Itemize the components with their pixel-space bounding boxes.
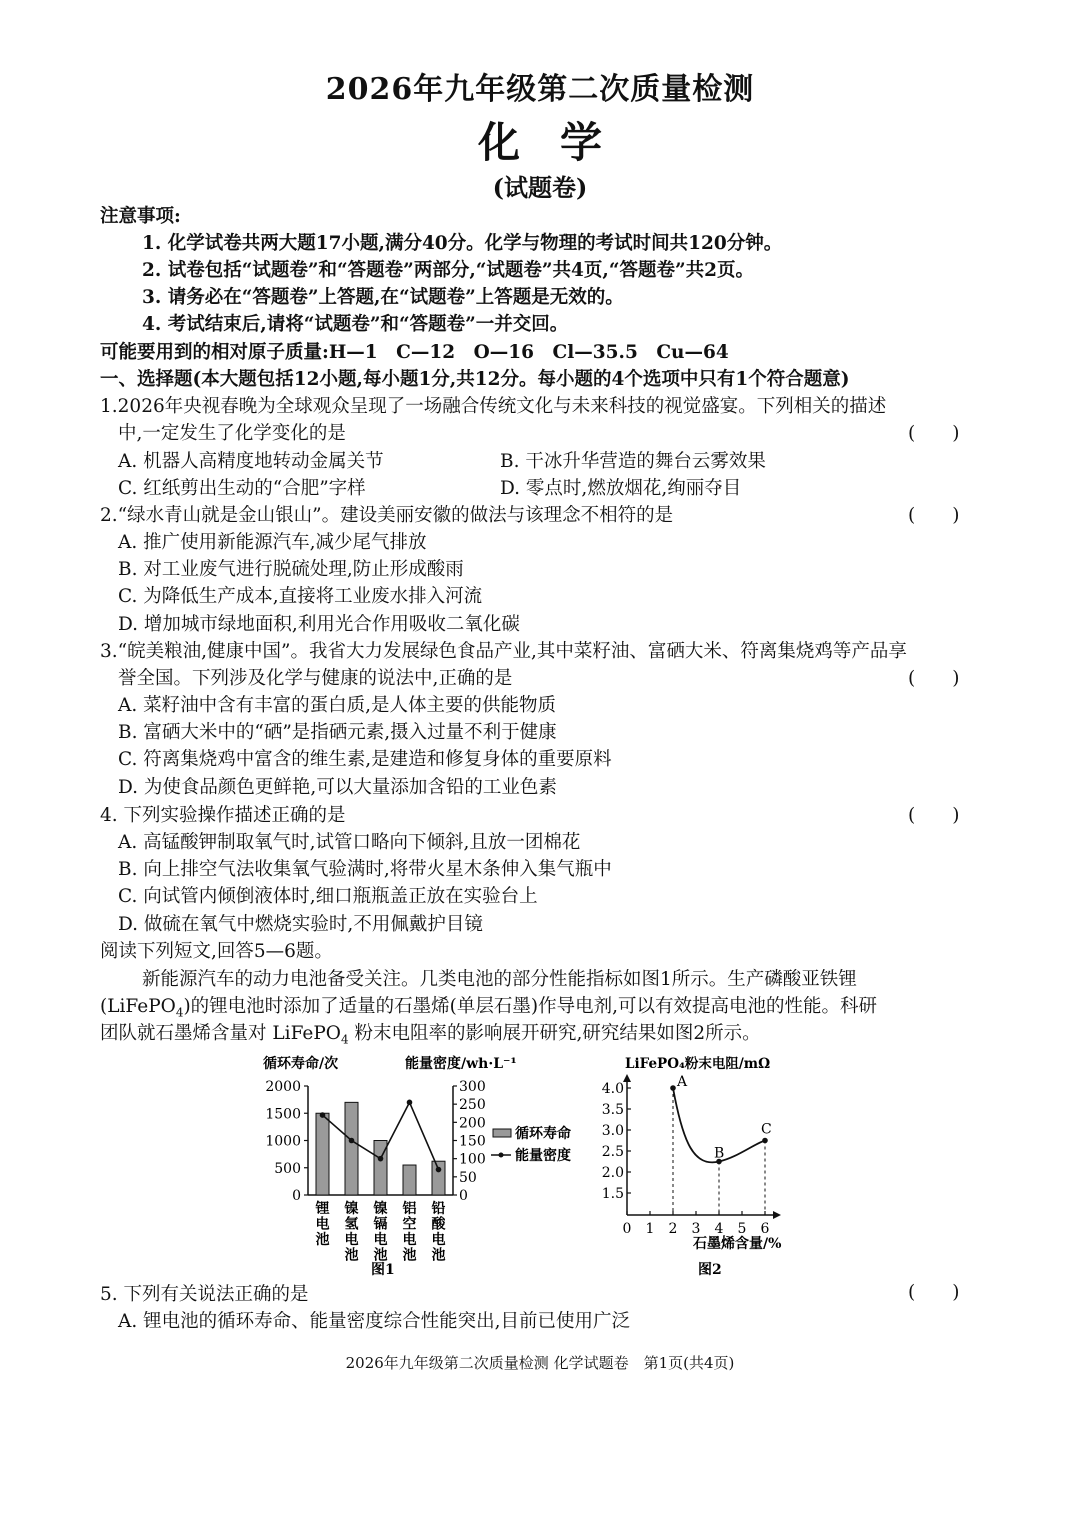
subject-title: 化学 [477, 118, 642, 167]
fig1-left-tick-label: 0 [292, 1188, 301, 1204]
fig1-left-tick-label: 500 [274, 1160, 301, 1177]
q2-stem: 2.“绿水青山就是金山银山”。建设美丽安徽的做法与该理念不相符的是 [100, 505, 674, 526]
fig1-category-label: 镍氢电池 [344, 1201, 359, 1264]
q4-option-b: B. 向上排空气法收集氧气验满时,将带火星木条伸入集气瓶中 [118, 859, 612, 880]
q3-stem-line1: 3.“皖美粮油,健康中国”。我省大力发展绿色食品产业,其中菜籽油、富硒大米、符离集烧鸡等产品享 [100, 641, 907, 662]
fig2-point-label: B [714, 1145, 725, 1162]
fig1-bar [316, 1113, 329, 1195]
fig1-right-tick-label: 50 [459, 1169, 477, 1186]
q2-option-b: B. 对工业废气进行脱硫处理,防止形成酸雨 [118, 559, 464, 580]
fig2-x-tick-label: 3 [691, 1221, 701, 1237]
fig1-ylabel-right: 能量密度/wh·L⁻¹ [405, 1056, 517, 1072]
fig2-point-label: C [761, 1121, 772, 1138]
fig2-x-tick-label: 4 [714, 1221, 724, 1237]
fig2-point-c [762, 1138, 768, 1144]
fig2-x-tick-label: 0 [622, 1221, 632, 1237]
reading-line2: (LiFePO$_4$)的锂电池时添加了适量的石墨烯(单层石墨)作导电剂,可以有效提高电池的性能。科研 [100, 996, 877, 1020]
q3-option-b: B. 富硒大米中的“硒”是指硒元素,摄入过量不利于健康 [118, 722, 557, 743]
section-heading: 一、选择题(本大题包括12小题,每小题1分,共12分。每小题的4个选项中只有1个符合题意) [100, 369, 850, 390]
fig2-point-label: A [677, 1074, 688, 1090]
fig1-bar [345, 1102, 358, 1195]
q4-option-c: C. 向试管内倾倒液体时,细口瓶瓶盖正放在实验台上 [118, 886, 538, 907]
q1-option-c: C. 红纸剪出生动的“合肥”字样 [118, 478, 366, 499]
fig1-left-tick-label: 1500 [265, 1106, 301, 1123]
fig2-ylabel: LiFePO₄粉末电阻/mΩ [625, 1056, 771, 1072]
q3-option-c: C. 符离集烧鸡中富含的维生素,是建造和修复身体的重要原料 [118, 749, 612, 770]
fig2-point-a [670, 1085, 676, 1091]
notes-heading: 注意事项: [100, 206, 181, 227]
fig1-line-point [378, 1156, 384, 1162]
fig1-category-label: 锂电池 [315, 1201, 330, 1248]
fig2-y-tick-label: 2.5 [601, 1144, 624, 1160]
q3-option-d: D. 为使食品颜色更鲜艳,可以大量添加含铅的工业色素 [118, 777, 557, 798]
q4-option-d: D. 做硫在氧气中燃烧实验时,不用佩戴护目镜 [118, 914, 483, 935]
q1-option-b: B. 干冰升华营造的舞台云雾效果 [500, 451, 766, 472]
fig1-line-point [320, 1112, 326, 1118]
figure-1-chart [255, 1050, 605, 1282]
legend-line-marker [499, 1153, 504, 1158]
fig2-xlabel: 石墨烯含量/% [693, 1236, 782, 1252]
reading-line1: 新能源汽车的动力电池备受关注。几类电池的部分性能指标如图1所示。生产磷酸亚铁锂 [142, 969, 857, 990]
q1-stem-line2: 中,一定发生了化学变化的是 [118, 423, 346, 444]
legend-energy-density: 能量密度 [515, 1148, 571, 1164]
fig1-category-label: 镍镉电池 [373, 1201, 388, 1264]
q2-option-d: D. 增加城市绿地面积,利用光合作用吸收二氧化碳 [118, 614, 520, 635]
q5-option-a: A. 锂电池的循环寿命、能量密度综合性能突出,目前已使用广泛 [118, 1311, 631, 1332]
q2-option-a: A. 推广使用新能源汽车,减少尾气排放 [118, 532, 427, 553]
fig2-y-tick-label: 3.0 [601, 1123, 624, 1139]
q3-option-a: A. 菜籽油中含有丰富的蛋白质,是人体主要的供能物质 [118, 695, 557, 716]
q1-option-d: D. 零点时,燃放烟花,绚丽夺目 [500, 478, 742, 499]
atomic-mass-line: 可能要用到的相对原子质量:H—1 C—12 O—16 Cl—35.5 Cu—64 [100, 342, 729, 363]
note-item-1: 1. 化学试卷共两大题17小题,满分40分。化学与物理的考试时间共120分钟。 [142, 233, 783, 254]
q5-answer-parens: ( ) [908, 1282, 960, 1303]
fig1-bar [403, 1165, 416, 1195]
fig2-y-arrow [623, 1074, 631, 1082]
fig1-right-tick-label: 300 [459, 1079, 486, 1095]
fig1-right-tick-label: 100 [459, 1151, 486, 1168]
reading-line3: 团队就石墨烯含量对 LiFePO$_4$ 粉末电阻率的影响展开研究,研究结果如图2所示。 [100, 1023, 761, 1047]
paper-type: (试题卷) [492, 173, 588, 202]
fig1-left-tick-label: 2000 [265, 1079, 301, 1095]
q3-answer-parens: ( ) [908, 668, 960, 689]
q1-option-a: A. 机器人高精度地转动金属关节 [118, 451, 384, 472]
fig1-right-tick-label: 200 [459, 1115, 486, 1132]
fig1-category-label: 铝空电池 [402, 1201, 417, 1264]
legend-bar-swatch [493, 1129, 511, 1137]
q4-option-a: A. 高锰酸钾制取氧气时,试管口略向下倾斜,且放一团棉花 [118, 832, 581, 853]
fig1-title: 图1 [371, 1262, 395, 1278]
fig1-line-point [349, 1138, 355, 1144]
note-item-2: 2. 试卷包括“试题卷”和“答题卷”两部分,“试题卷”共4页,“答题卷”共2页。 [142, 260, 755, 281]
fig2-title: 图2 [698, 1262, 722, 1278]
fig1-right-tick-label: 250 [459, 1097, 486, 1114]
q4-stem: 4. 下列实验操作描述正确的是 [100, 805, 346, 826]
q2-answer-parens: ( ) [908, 505, 960, 526]
fig1-line-point [407, 1100, 413, 1106]
legend-cycle-life: 循环寿命 [515, 1126, 571, 1142]
q1-answer-parens: ( ) [908, 423, 960, 444]
fig2-x-tick-label: 5 [737, 1221, 747, 1237]
note-item-4: 4. 考试结束后,请将“试题卷”和“答题卷”一并交回。 [142, 314, 569, 335]
fig2-x-tick-label: 1 [645, 1221, 655, 1237]
fig2-x-tick-label: 2 [668, 1221, 678, 1237]
fig1-right-tick-label: 150 [459, 1133, 486, 1150]
figure-2-chart [601, 1050, 805, 1282]
fig1-bar [432, 1161, 445, 1195]
fig1-left-tick-label: 1000 [265, 1133, 301, 1150]
q1-stem-line1: 1.2026年央视春晚为全球观众呈现了一场融合传统文化与未来科技的视觉盛宴。下列相关的描述 [100, 396, 887, 417]
q5-stem: 5. 下列有关说法正确的是 [100, 1284, 309, 1305]
fig2-y-tick-label: 2.0 [601, 1165, 624, 1181]
exam-title: 2026年九年级第二次质量检测 [325, 72, 755, 107]
fig2-x-tick-label: 6 [760, 1221, 770, 1237]
fig1-ylabel-left: 循环寿命/次 [263, 1056, 339, 1072]
page-footer: 2026年九年级第二次质量检测 化学试题卷 第1页(共4页) [345, 1354, 735, 1372]
fig1-line-point [436, 1167, 442, 1173]
fig1-category-label: 铅酸电池 [431, 1201, 446, 1264]
fig2-y-tick-label: 1.5 [601, 1186, 624, 1202]
q4-answer-parens: ( ) [908, 805, 960, 826]
note-item-3: 3. 请务必在“答题卷”上答题,在“试题卷”上答题是无效的。 [142, 287, 624, 308]
fig2-y-tick-label: 4.0 [601, 1081, 624, 1097]
fig2-y-tick-label: 3.5 [601, 1102, 624, 1118]
reading-intro: 阅读下列短文,回答5—6题。 [100, 941, 333, 962]
q2-option-c: C. 为降低生产成本,直接将工业废水排入河流 [118, 586, 483, 607]
fig2-x-arrow [773, 1211, 781, 1219]
q3-stem-line2: 誉全国。下列涉及化学与健康的说法中,正确的是 [118, 668, 513, 689]
fig1-right-tick-label: 0 [459, 1188, 468, 1204]
